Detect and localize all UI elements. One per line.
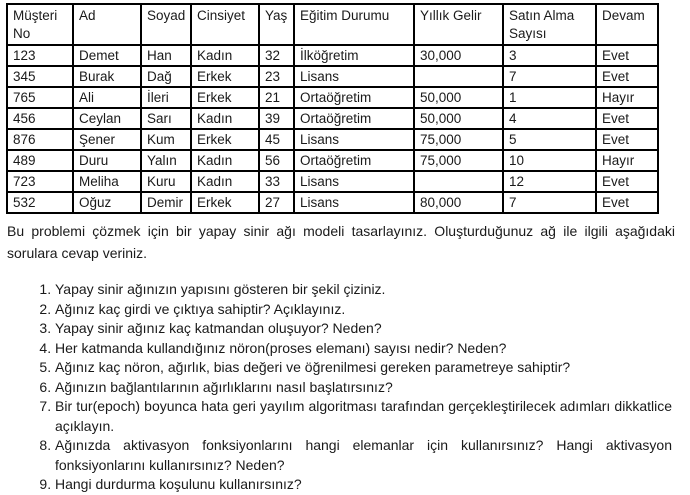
table-row (7, 45, 658, 66)
table-cell: Ortaöğretim (294, 108, 414, 129)
table-cell: Dağ (141, 66, 191, 87)
table-row (7, 150, 658, 171)
table-cell: Meliha (73, 171, 141, 192)
table-cell: 80,000 (414, 192, 503, 213)
table-header-cell: Soyad (141, 4, 191, 45)
table-cell: 33 (259, 171, 294, 192)
table-cell: İlköğretim (294, 45, 414, 66)
table-cell: Erkek (191, 66, 259, 87)
table-header-row (7, 4, 658, 45)
table-cell: Erkek (191, 87, 259, 108)
table-cell: Lisans (294, 192, 414, 213)
table-cell: Erkek (191, 192, 259, 213)
table-cell: Kadın (191, 150, 259, 171)
intro-paragraph: Bu problemi çözmek için bir yapay sinir ağı modeli tasarlayınız. Oluşturduğunuz ağ ile ilgili aşağıdaki sorulara cevap veriniz. (7, 223, 675, 261)
table-cell: 12 (503, 171, 596, 192)
question-item: 1. Yapay sinir ağınızın yapısını gösteren bir şekil çiziniz. (55, 280, 672, 300)
table-row (7, 129, 658, 150)
table-row (7, 87, 658, 108)
table-cell: Oğuz (73, 192, 141, 213)
table-cell: 27 (259, 192, 294, 213)
table-cell: Lisans (294, 171, 414, 192)
table-header-cell: Ad (73, 4, 141, 45)
table-cell: 39 (259, 108, 294, 129)
table-cell: Yalın (141, 150, 191, 171)
table-cell: Evet (596, 66, 658, 87)
question-item: 5. Ağınız kaç nöron, ağırlık, bias değeri ve öğrenilmesi gereken parametreye sahiptir? (55, 358, 672, 378)
table-cell: Lisans (294, 129, 414, 150)
customer-table-body (7, 45, 658, 213)
table-cell: 32 (259, 45, 294, 66)
table-cell: Hayır (596, 150, 658, 171)
table-cell: Kum (141, 129, 191, 150)
table-cell: 532 (7, 192, 73, 213)
table-cell: 456 (7, 108, 73, 129)
table-cell: 1 (503, 87, 596, 108)
table-cell: Sarı (141, 108, 191, 129)
table-cell: 7 (503, 192, 596, 213)
table-cell: 489 (7, 150, 73, 171)
table-cell: Lisans (294, 66, 414, 87)
table-cell: Kadın (191, 45, 259, 66)
table-row (7, 171, 658, 192)
table-cell: Evet (596, 129, 658, 150)
table-cell: 75,000 (414, 129, 503, 150)
table-row (7, 66, 658, 87)
table-cell: Hayır (596, 87, 658, 108)
table-cell: 876 (7, 129, 73, 150)
table-cell: Şener (73, 129, 141, 150)
table-cell: Ortaöğretim (294, 87, 414, 108)
question-item: 4. Her katmanda kullandığınız nöron(proses elemanı) sayısı nedir? Neden? (55, 339, 672, 359)
table-row (7, 192, 658, 213)
table-cell: 10 (503, 150, 596, 171)
table-cell: 7 (503, 66, 596, 87)
table-cell (414, 171, 503, 192)
question-item: 9. Hangi durdurma koşulunu kullanırsınız? (55, 475, 672, 495)
table-cell: 5 (503, 129, 596, 150)
table-cell: Burak (73, 66, 141, 87)
table-cell: 45 (259, 129, 294, 150)
table-row (7, 108, 658, 129)
questions-list (0, 280, 672, 495)
table-cell: 345 (7, 66, 73, 87)
table-cell: Evet (596, 45, 658, 66)
table-cell: İleri (141, 87, 191, 108)
table-cell: 50,000 (414, 108, 503, 129)
question-item: 6. Ağınızın bağlantılarının ağırlıklarını nasıl başlatırsınız? (55, 378, 672, 398)
table-header-cell: Devam (596, 4, 658, 45)
table-cell: 21 (259, 87, 294, 108)
question-item: 2. Ağınız kaç girdi ve çıktıya sahiptir? Açıklayınız. (55, 300, 672, 320)
table-header-cell: Satın Alma Sayısı (503, 4, 596, 45)
table-cell: 765 (7, 87, 73, 108)
table-cell: Han (141, 45, 191, 66)
table-cell: Evet (596, 171, 658, 192)
table-cell: Duru (73, 150, 141, 171)
table-cell: 123 (7, 45, 73, 66)
question-item: 8. Ağınızda aktivasyon fonksiyonlarını hangi elemanlar için kullanırsınız? Hangi aktivasyon fonksiyonlarını kullanırsınız? Neden? (55, 436, 672, 475)
table-cell: 23 (259, 66, 294, 87)
table-cell: Kadın (191, 108, 259, 129)
table-header-cell: Müşteri No (7, 4, 73, 45)
table-cell: Kadın (191, 171, 259, 192)
table-cell: Demir (141, 192, 191, 213)
table-cell: Erkek (191, 129, 259, 150)
question-item: 7. Bir tur(epoch) boyunca hata geri yayılım algoritması tarafından gerçekleştirilecek adımları dikkatlice açıklayın. (55, 397, 672, 436)
table-cell: 75,000 (414, 150, 503, 171)
table-cell: 723 (7, 171, 73, 192)
table-cell: 4 (503, 108, 596, 129)
table-cell: Ortaöğretim (294, 150, 414, 171)
table-cell: Demet (73, 45, 141, 66)
table-cell: 3 (503, 45, 596, 66)
table-cell: Evet (596, 192, 658, 213)
table-cell: Ali (73, 87, 141, 108)
question-item: 3. Yapay sinir ağınız kaç katmandan oluşuyor? Neden? (55, 319, 672, 339)
table-cell: Kuru (141, 171, 191, 192)
table-cell: 50,000 (414, 87, 503, 108)
table-header-cell: Eğitim Durumu (294, 4, 414, 45)
table-cell (414, 66, 503, 87)
table-cell: 30,000 (414, 45, 503, 66)
table-header-cell: Yıllık Gelir (414, 4, 503, 45)
table-cell: Evet (596, 108, 658, 129)
table-header-cell: Yaş (259, 4, 294, 45)
table-cell: Ceylan (73, 108, 141, 129)
table-header-cell: Cinsiyet (191, 4, 259, 45)
table-cell: 56 (259, 150, 294, 171)
customer-data-table (6, 3, 659, 214)
